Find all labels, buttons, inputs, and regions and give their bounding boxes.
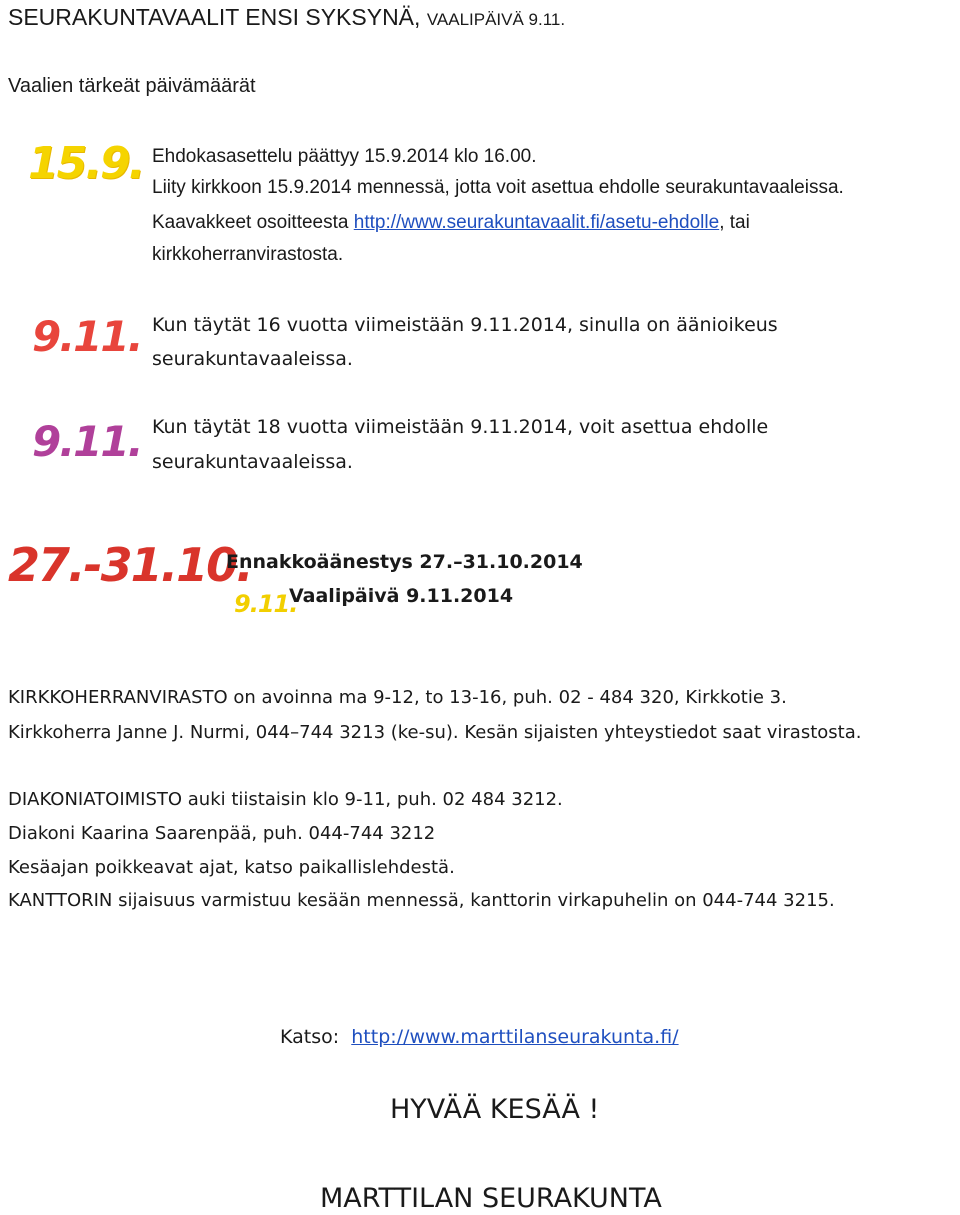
join-church-text: Liity kirkkoon 15.9.2014 mennessä, jotta voit asettua ehdolle seurakuntavaaleissa.: [152, 177, 844, 198]
date-badge-15-9: 15.9.: [28, 138, 144, 189]
vicar-contact: Kirkkoherra Janne J. Nurmi, 044–744 3213 (ke-su). Kesän sijaisten yhteystiedot saat virastosta.: [8, 722, 862, 743]
marttila-parish-link[interactable]: http://www.marttilanseurakunta.fi/: [351, 1026, 679, 1048]
subtitle: Vaalien tärkeät päivämäärät: [8, 75, 256, 97]
deacon-contact: Diakoni Kaarina Saarenpää, puh. 044-744 3212: [8, 823, 436, 844]
title-small: VAALIPÄIVÄ 9.11.: [426, 10, 566, 29]
date-badge-9-11-purple: 9.11.: [32, 417, 142, 466]
voting-age-text-2: seurakuntavaaleissa.: [152, 348, 353, 370]
election-day-text: Vaalipäivä 9.11.2014: [289, 585, 514, 607]
candidacy-age-text: Kun täytät 18 vuotta viimeistään 9.11.2014, voit asettua ehdolle: [152, 416, 769, 438]
date-badge-9-11-small: 9.11.: [234, 590, 298, 618]
parish-office-hours: KIRKKOHERRANVIRASTO on avoinna ma 9-12, to 13-16, puh. 02 - 484 320, Kirkkotie 3.: [8, 687, 787, 708]
date-badge-9-11-red: 9.11.: [32, 312, 142, 361]
forms-suffix: , tai: [719, 212, 750, 233]
title-main: SEURAKUNTAVAALIT ENSI SYKSYNÄ,: [8, 4, 421, 30]
summer-greeting: HYVÄÄ KESÄÄ !: [390, 1094, 600, 1125]
summer-hours-note: Kesäajan poikkeavat ajat, katso paikallislehdestä.: [8, 857, 455, 878]
forms-text: [152, 212, 750, 234]
see-also: [280, 1026, 679, 1048]
document-title: [8, 4, 565, 31]
forms-prefix: Kaavakkeet osoitteesta: [152, 212, 354, 233]
office-text: kirkkoherranvirastosta.: [152, 244, 344, 265]
date-badge-advance: 27.-31.10.: [8, 538, 252, 592]
candidate-deadline-text: Ehdokasasettelu päättyy 15.9.2014 klo 16.00.: [152, 146, 537, 167]
seurakuntavaalit-link[interactable]: http://www.seurakuntavaalit.fi/asetu-ehdolle: [353, 212, 720, 233]
see-label: Katso:: [280, 1026, 340, 1048]
advance-voting-text: Ennakkoäänestys 27.–31.10.2014: [226, 551, 583, 573]
parish-signature: MARTTILAN SEURAKUNTA: [320, 1183, 662, 1214]
cantor-note: KANTTORIN sijaisuus varmistuu kesään mennessä, kanttorin virkapuhelin on 044-744 3215.: [8, 890, 835, 911]
diaconia-office-hours: DIAKONIATOIMISTO auki tiistaisin klo 9-11, puh. 02 484 3212.: [8, 789, 563, 810]
voting-age-text: Kun täytät 16 vuotta viimeistään 9.11.2014, sinulla on äänioikeus: [152, 314, 778, 336]
candidacy-age-text-2: seurakuntavaaleissa.: [152, 451, 353, 473]
